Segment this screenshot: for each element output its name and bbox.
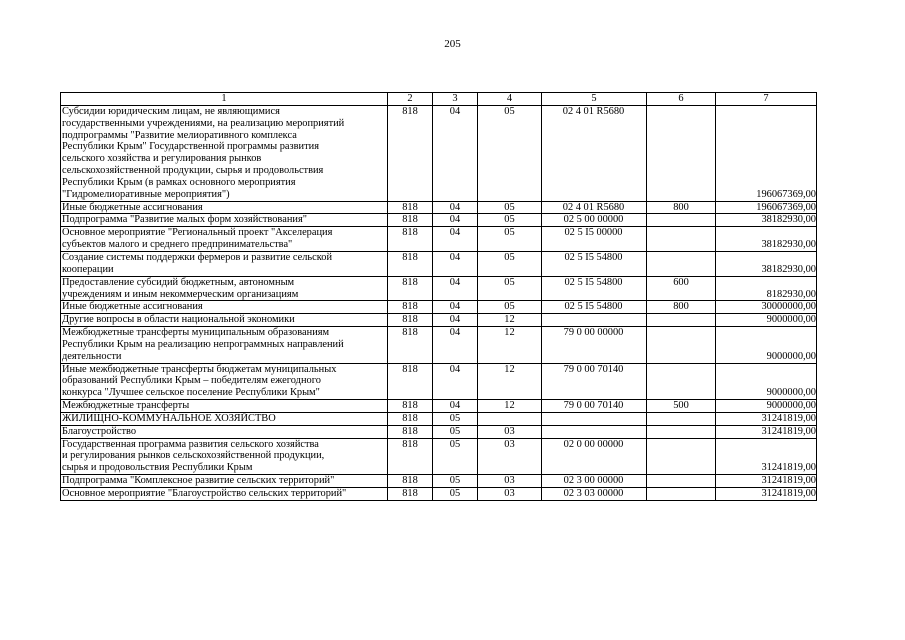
target-article-cell: 79 0 00 70140 [542, 400, 647, 413]
target-article-cell: 02 0 00 00000 [542, 438, 647, 475]
expense-type-cell [647, 214, 716, 227]
subsection-code-cell: 05 [478, 251, 542, 276]
admin-code-cell: 818 [388, 475, 433, 488]
target-article-cell: 02 3 03 00000 [542, 488, 647, 501]
admin-code-cell: 818 [388, 488, 433, 501]
target-article-cell: 02 5 00 00000 [542, 214, 647, 227]
target-article-cell: 02 5 I5 00000 [542, 227, 647, 252]
amount-cell: 9000000,00 [716, 327, 817, 364]
amount-cell: 31241819,00 [716, 488, 817, 501]
item-name-cell: Подпрограмма "Комплексное развитие сельских территорий" [61, 475, 388, 488]
target-article-cell: 02 5 I5 54800 [542, 251, 647, 276]
admin-code-cell: 818 [388, 363, 433, 400]
item-name-cell: Иные бюджетные ассигнования [61, 201, 388, 214]
subsection-code-cell: 05 [478, 201, 542, 214]
section-code-cell: 04 [433, 327, 478, 364]
expense-type-cell [647, 412, 716, 425]
amount-cell: 31241819,00 [716, 475, 817, 488]
section-code-cell: 05 [433, 488, 478, 501]
expense-type-cell: 800 [647, 301, 716, 314]
subsection-code-cell: 12 [478, 314, 542, 327]
column-number: 5 [542, 93, 647, 106]
target-article-cell: 02 5 I5 54800 [542, 301, 647, 314]
item-name-cell: Предоставление субсидий бюджетным, автономным учреждениям и иным некоммерческим организациям [61, 276, 388, 301]
section-code-cell: 04 [433, 105, 478, 201]
target-article-cell: 79 0 00 00000 [542, 327, 647, 364]
admin-code-cell: 818 [388, 412, 433, 425]
subsection-code-cell: 05 [478, 227, 542, 252]
amount-cell: 31241819,00 [716, 425, 817, 438]
budget-allocation-table [60, 92, 817, 501]
item-name-cell: Государственная программа развития сельского хозяйства и регулирования рынков сельскохозяйственной продукции, сырья и продовольствия Республики Крым [61, 438, 388, 475]
section-code-cell: 04 [433, 214, 478, 227]
amount-cell: 196067369,00 [716, 201, 817, 214]
section-code-cell: 04 [433, 227, 478, 252]
subsection-code-cell: 05 [478, 301, 542, 314]
amount-cell: 38182930,00 [716, 251, 817, 276]
amount-cell: 9000000,00 [716, 400, 817, 413]
table-row [61, 475, 817, 488]
admin-code-cell: 818 [388, 438, 433, 475]
table-row [61, 201, 817, 214]
table-row [61, 400, 817, 413]
column-number-row [61, 93, 817, 106]
column-number: 6 [647, 93, 716, 106]
amount-cell: 8182930,00 [716, 276, 817, 301]
admin-code-cell: 818 [388, 201, 433, 214]
table-row [61, 105, 817, 201]
admin-code-cell: 818 [388, 314, 433, 327]
item-name-cell: Основное мероприятие "Региональный проект "Акселерация субъектов малого и среднего предпринимательства" [61, 227, 388, 252]
expense-type-cell [647, 425, 716, 438]
expense-type-cell [647, 227, 716, 252]
admin-code-cell: 818 [388, 301, 433, 314]
amount-cell: 30000000,00 [716, 301, 817, 314]
subsection-code-cell: 12 [478, 363, 542, 400]
section-code-cell: 04 [433, 314, 478, 327]
amount-cell: 31241819,00 [716, 412, 817, 425]
table-row [61, 425, 817, 438]
expense-type-cell [647, 251, 716, 276]
admin-code-cell: 818 [388, 251, 433, 276]
item-name-cell: Подпрограмма "Развитие малых форм хозяйствования" [61, 214, 388, 227]
subsection-code-cell: 05 [478, 214, 542, 227]
amount-cell: 38182930,00 [716, 227, 817, 252]
section-code-cell: 05 [433, 412, 478, 425]
target-article-cell: 02 5 I5 54800 [542, 276, 647, 301]
admin-code-cell: 818 [388, 400, 433, 413]
admin-code-cell: 818 [388, 105, 433, 201]
admin-code-cell: 818 [388, 425, 433, 438]
expense-type-cell: 500 [647, 400, 716, 413]
admin-code-cell: 818 [388, 327, 433, 364]
column-number: 2 [388, 93, 433, 106]
table-row [61, 251, 817, 276]
section-code-cell: 05 [433, 475, 478, 488]
expense-type-cell [647, 314, 716, 327]
subsection-code-cell: 03 [478, 488, 542, 501]
amount-cell: 196067369,00 [716, 105, 817, 201]
item-name-cell: Основное мероприятие "Благоустройство сельских территорий" [61, 488, 388, 501]
target-article-cell: 02 3 00 00000 [542, 475, 647, 488]
table-row [61, 301, 817, 314]
expense-type-cell: 800 [647, 201, 716, 214]
amount-cell: 31241819,00 [716, 438, 817, 475]
table-row [61, 314, 817, 327]
column-number: 3 [433, 93, 478, 106]
section-code-cell: 04 [433, 276, 478, 301]
admin-code-cell: 818 [388, 227, 433, 252]
admin-code-cell: 818 [388, 276, 433, 301]
expense-type-cell [647, 363, 716, 400]
subsection-code-cell: 12 [478, 400, 542, 413]
item-name-cell: Иные межбюджетные трансферты бюджетам муниципальных образований Республики Крым – победителям ежегодного конкурса "Лучшее сельское поселение Республики Крым" [61, 363, 388, 400]
table-row [61, 488, 817, 501]
subsection-code-cell: 03 [478, 425, 542, 438]
subsection-code-cell: 05 [478, 105, 542, 201]
amount-cell: 9000000,00 [716, 363, 817, 400]
section-code-cell: 04 [433, 400, 478, 413]
page-number: 205 [444, 38, 461, 50]
table-row [61, 227, 817, 252]
subsection-code-cell: 03 [478, 438, 542, 475]
table-row [61, 412, 817, 425]
section-code-cell: 04 [433, 363, 478, 400]
expense-type-cell [647, 488, 716, 501]
expense-type-cell: 600 [647, 276, 716, 301]
item-name-cell: Межбюджетные трансферты [61, 400, 388, 413]
target-article-cell [542, 412, 647, 425]
item-name-cell: Межбюджетные трансферты муниципальным образованиям Республики Крым на реализацию непрограммных направлений деятельности [61, 327, 388, 364]
target-article-cell: 79 0 00 70140 [542, 363, 647, 400]
table-row [61, 363, 817, 400]
amount-cell: 9000000,00 [716, 314, 817, 327]
item-name-cell: ЖИЛИЩНО-КОММУНАЛЬНОЕ ХОЗЯЙСТВО [61, 412, 388, 425]
item-name-cell: Создание системы поддержки фермеров и развитие сельской кооперации [61, 251, 388, 276]
item-name-cell: Субсидии юридическим лицам, не являющимися государственными учреждениями, на реализацию мероприятий подпрограммы "Развитие мелиоративного комплекса Республики Крым" Государственной программы развития сельского хозяйства и регулирования рынков сельскохозяйственной продукции, сырья и продовольствия Республики Крым (в рамках основного мероприятия "Гидромелиоративные мероприятия") [61, 105, 388, 201]
expense-type-cell [647, 475, 716, 488]
table-row [61, 438, 817, 475]
table-row [61, 214, 817, 227]
target-article-cell: 02 4 01 R5680 [542, 201, 647, 214]
item-name-cell: Иные бюджетные ассигнования [61, 301, 388, 314]
section-code-cell: 05 [433, 425, 478, 438]
subsection-code-cell: 03 [478, 475, 542, 488]
expense-type-cell [647, 327, 716, 364]
section-code-cell: 04 [433, 301, 478, 314]
table-row [61, 276, 817, 301]
amount-cell: 38182930,00 [716, 214, 817, 227]
target-article-cell: 02 4 01 R5680 [542, 105, 647, 201]
admin-code-cell: 818 [388, 214, 433, 227]
item-name-cell: Благоустройство [61, 425, 388, 438]
subsection-code-cell [478, 412, 542, 425]
expense-type-cell [647, 105, 716, 201]
item-name-cell: Другие вопросы в области национальной экономики [61, 314, 388, 327]
section-code-cell: 04 [433, 201, 478, 214]
column-number: 7 [716, 93, 817, 106]
column-number: 1 [61, 93, 388, 106]
table-row [61, 327, 817, 364]
section-code-cell: 05 [433, 438, 478, 475]
subsection-code-cell: 12 [478, 327, 542, 364]
column-number: 4 [478, 93, 542, 106]
subsection-code-cell: 05 [478, 276, 542, 301]
section-code-cell: 04 [433, 251, 478, 276]
target-article-cell [542, 314, 647, 327]
expense-type-cell [647, 438, 716, 475]
target-article-cell [542, 425, 647, 438]
